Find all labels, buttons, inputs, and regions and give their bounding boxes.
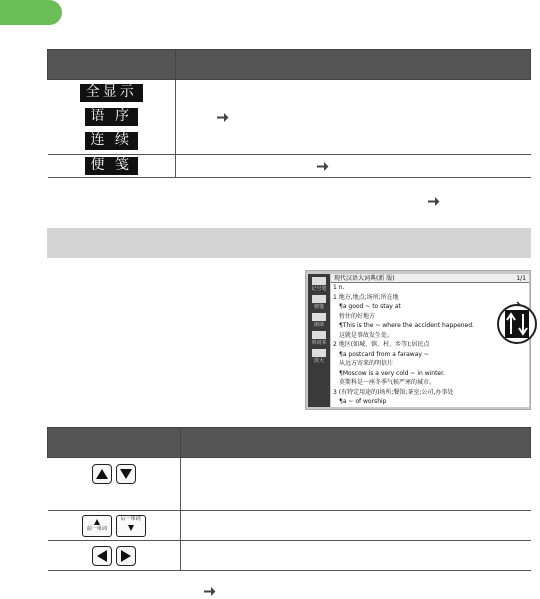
- table-row: [48, 511, 531, 541]
- key-cell: [48, 458, 181, 511]
- table-row: [48, 458, 531, 511]
- section-tab-marker: [0, 0, 62, 25]
- previous-word-key: 前一单词: [82, 515, 112, 537]
- header-cell-key: [48, 50, 176, 80]
- table-row: [48, 541, 531, 571]
- dictionary-title: 现代汉语大词典(新 版): [334, 275, 395, 282]
- device-side-toolbar: [308, 274, 330, 407]
- key-continuous: 连 续: [85, 132, 138, 150]
- left-triangle-icon: [95, 549, 109, 563]
- key-cell: [48, 80, 176, 155]
- header-cell-function: [181, 428, 531, 458]
- entry-line: 从远方寄来的明信片: [339, 360, 394, 367]
- entry-line: 莫斯科是一座冬季气候严寒的城市。: [339, 379, 436, 386]
- entry-line: ¶a good ~ to stay at: [339, 303, 401, 310]
- key-full-display: 全显示: [80, 84, 143, 102]
- entry-line: ¶Moscow is a very cold ~ in winter.: [339, 369, 445, 377]
- key-cell: [48, 511, 181, 541]
- arrow-right-icon: [203, 585, 216, 598]
- table-row: [48, 155, 531, 178]
- dictionary-title-bar: [331, 274, 529, 283]
- next-word-key: 后一单词: [116, 515, 146, 537]
- entry-line: ¶a postcard from a faraway ~: [339, 350, 429, 358]
- right-key: [116, 546, 136, 566]
- function-cell: [181, 458, 531, 511]
- side-button-wordbook: 单词本: [310, 331, 328, 346]
- right-triangle-icon: [119, 549, 133, 563]
- side-button-marker-pen: 记号笔: [310, 277, 328, 292]
- scroll-updown-icon: [495, 300, 539, 346]
- entry-line: 1 地方,地点;场所;所在地: [333, 293, 399, 301]
- section-heading-bar: [47, 228, 531, 258]
- entry-line: 3 (有特定用途的)场所;餐馆;茶室;公司,办事处: [333, 388, 454, 396]
- function-cell: [176, 155, 531, 178]
- key-function-table-2: [47, 427, 531, 571]
- down-triangle-icon: [127, 524, 135, 532]
- table-header-row: [48, 50, 531, 80]
- side-button-memo: 便笺: [310, 295, 328, 310]
- entry-line: 这就是事故发生处。: [339, 331, 394, 339]
- function-cell: [181, 511, 531, 541]
- page-indicator: 1/1: [516, 275, 526, 282]
- function-cell: [176, 80, 531, 155]
- header-cell-key: [48, 428, 181, 458]
- arrow-right-icon: [427, 195, 440, 208]
- arrow-right-icon: [316, 160, 329, 173]
- key-cell: [48, 155, 176, 178]
- side-button-zoom: 放大: [310, 349, 328, 364]
- up-triangle-icon: [95, 467, 109, 481]
- entry-line: ¶This is the ~ where the accident happened.: [339, 322, 474, 329]
- key-word-order: 语 序: [85, 108, 138, 126]
- key-cell: [48, 541, 181, 571]
- header-cell-function: [176, 50, 531, 80]
- key-function-table-1: [47, 49, 531, 178]
- arrow-right-icon: [216, 111, 229, 124]
- entry-line: ¶a ~ of worship: [339, 398, 387, 405]
- entry-line: 2 地区(如城、镇、村、乡等);居民点: [333, 341, 430, 348]
- table-header-row: [48, 428, 531, 458]
- key-memo: 便 笺: [85, 157, 138, 175]
- up-key: [92, 464, 112, 484]
- down-triangle-icon: [119, 467, 133, 481]
- up-triangle-icon: [93, 518, 101, 526]
- down-key: [116, 464, 136, 484]
- entry-line: 1 n.: [333, 284, 345, 291]
- entry-line: 暂住的好地方: [339, 312, 376, 320]
- function-cell: [181, 541, 531, 571]
- table-row: [48, 80, 531, 155]
- left-key: [92, 546, 112, 566]
- side-button-read-aloud: 朗读: [310, 313, 328, 328]
